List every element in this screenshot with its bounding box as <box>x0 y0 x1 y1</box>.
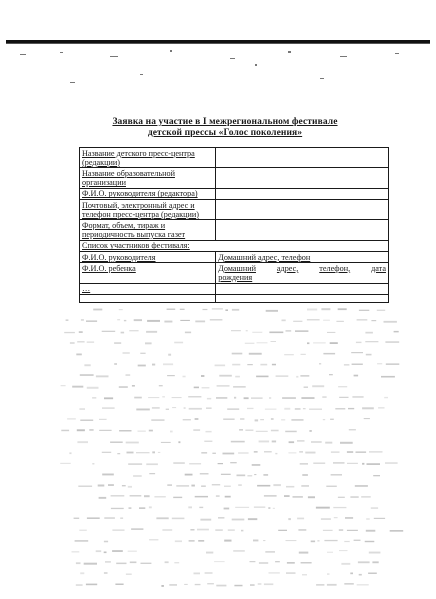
application-title <box>80 117 370 139</box>
title-line-1: Заявка на участие в I межрегиональном фестивале <box>112 117 338 127</box>
form-row-value[interactable] <box>216 148 389 168</box>
participant-label: Ф.И.О. ребенка <box>80 263 216 283</box>
form-row <box>80 148 389 168</box>
form-row-label: Название образовательной организации <box>80 168 216 188</box>
form-row-label: Ф.И.О. руководителя (редактора) <box>80 188 216 199</box>
participant-value: Домашний адрес, телефон <box>216 252 389 263</box>
participants-heading-row <box>80 240 389 251</box>
form-row-label: Название детского пресс-центра (редакции) <box>80 148 216 168</box>
participant-value[interactable] <box>216 283 389 294</box>
scan-top-border <box>6 40 430 43</box>
value-word: адрес, <box>276 263 299 273</box>
form-row-value[interactable] <box>216 220 389 240</box>
value-word: телефон, <box>319 263 351 273</box>
participant-value-line-2: рождения <box>218 272 253 282</box>
participants-heading: Список участников фестиваля: <box>80 240 389 251</box>
scan-noise-body <box>0 300 436 599</box>
form-row <box>80 220 389 240</box>
participant-label: … <box>80 283 216 294</box>
value-word: дата <box>371 263 386 273</box>
form-row <box>80 168 389 188</box>
participant-value <box>216 263 389 283</box>
participant-row <box>80 252 389 263</box>
form-row <box>80 188 389 199</box>
form-row-value[interactable] <box>216 168 389 188</box>
form-row-value[interactable] <box>216 188 389 199</box>
value-word: Домашний <box>218 263 256 273</box>
form-row-label: Почтовый, электронный адрес и телефон пресс-центра (редакции) <box>80 200 216 220</box>
participant-value-line-1 <box>218 264 386 273</box>
participant-row <box>80 283 389 294</box>
scan-noise-top <box>0 44 436 104</box>
application-form-table <box>79 147 389 303</box>
form-row <box>80 200 389 220</box>
form-row-label: Формат, объем, тираж и периодичность выпуска газет <box>80 220 216 240</box>
participant-row <box>80 263 389 283</box>
participant-label: Ф.И.О. руководителя <box>80 252 216 263</box>
form-row-value[interactable] <box>216 200 389 220</box>
title-line-2: детской прессы «Голос поколения» <box>147 128 303 138</box>
